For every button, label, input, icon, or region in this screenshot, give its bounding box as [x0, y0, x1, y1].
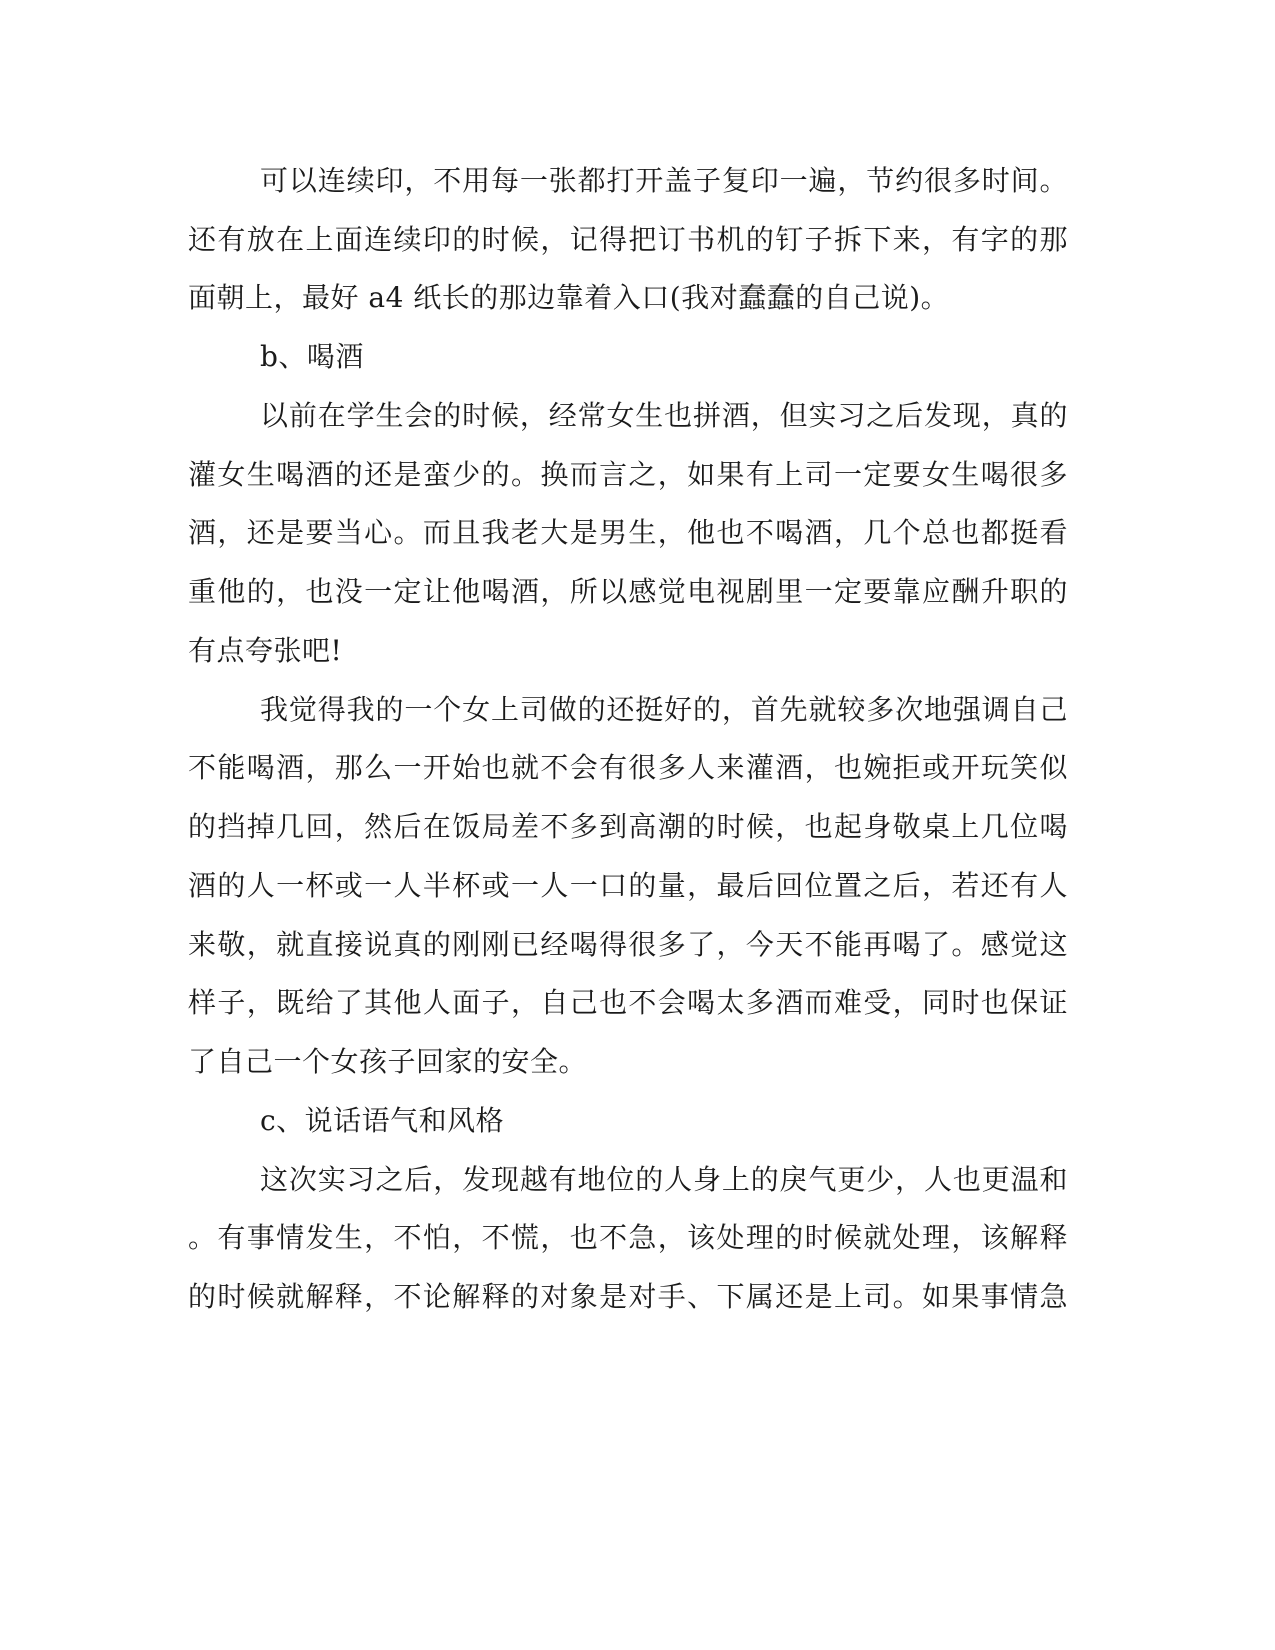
paragraph-line: 酒，还是要当心。而且我老大是男生，他也不喝酒，几个总也都挺看 — [188, 516, 1068, 549]
paragraph-line: 的挡掉几回，然后在饭局差不多到高潮的时候，也起身敬桌上几位喝 — [188, 810, 1068, 843]
section-heading: b、喝酒 — [260, 340, 364, 373]
paragraph-line: 来敬，就直接说真的刚刚已经喝得很多了，今天不能再喝了。感觉这 — [188, 928, 1068, 961]
paragraph-line: 酒的人一杯或一人半杯或一人一口的量，最后回位置之后，若还有人 — [188, 869, 1068, 902]
paragraph-line: 可以连续印，不用每一张都打开盖子复印一遍，节约很多时间。 — [260, 164, 1068, 197]
paragraph-line: 有点夸张吧! — [188, 634, 343, 667]
paragraph-line: 这次实习之后，发现越有地位的人身上的戾气更少，人也更温和 — [260, 1163, 1068, 1196]
paragraph-line: 了自己一个女孩子回家的安全。 — [188, 1045, 588, 1078]
paragraph-line: 面朝上，最好 a4 纸长的那边靠着入口(我对蠢蠢的自己说)。 — [188, 281, 950, 314]
paragraph-line: 我觉得我的一个女上司做的还挺好的，首先就较多次地强调自己 — [260, 693, 1068, 726]
section-heading: c、说话语气和风格 — [260, 1104, 505, 1137]
paragraph-line: 不能喝酒，那么一开始也就不会有很多人来灌酒，也婉拒或开玩笑似 — [188, 751, 1068, 784]
paragraph-line: 还有放在上面连续印的时候，记得把订书机的钉子拆下来，有字的那 — [188, 223, 1068, 256]
paragraph-line: 。有事情发生，不怕，不慌，也不急，该处理的时候就处理，该解释 — [188, 1221, 1068, 1254]
paragraph-line: 重他的，也没一定让他喝酒，所以感觉电视剧里一定要靠应酬升职的 — [188, 575, 1068, 608]
paragraph-line: 的时候就解释，不论解释的对象是对手、下属还是上司。如果事情急 — [188, 1280, 1068, 1313]
paragraph-line: 灌女生喝酒的还是蛮少的。换而言之，如果有上司一定要女生喝很多 — [188, 458, 1068, 491]
paragraph-line: 样子，既给了其他人面子，自己也不会喝太多酒而难受，同时也保证 — [188, 986, 1068, 1019]
paragraph-line: 以前在学生会的时候，经常女生也拼酒，但实习之后发现，真的 — [260, 399, 1068, 432]
